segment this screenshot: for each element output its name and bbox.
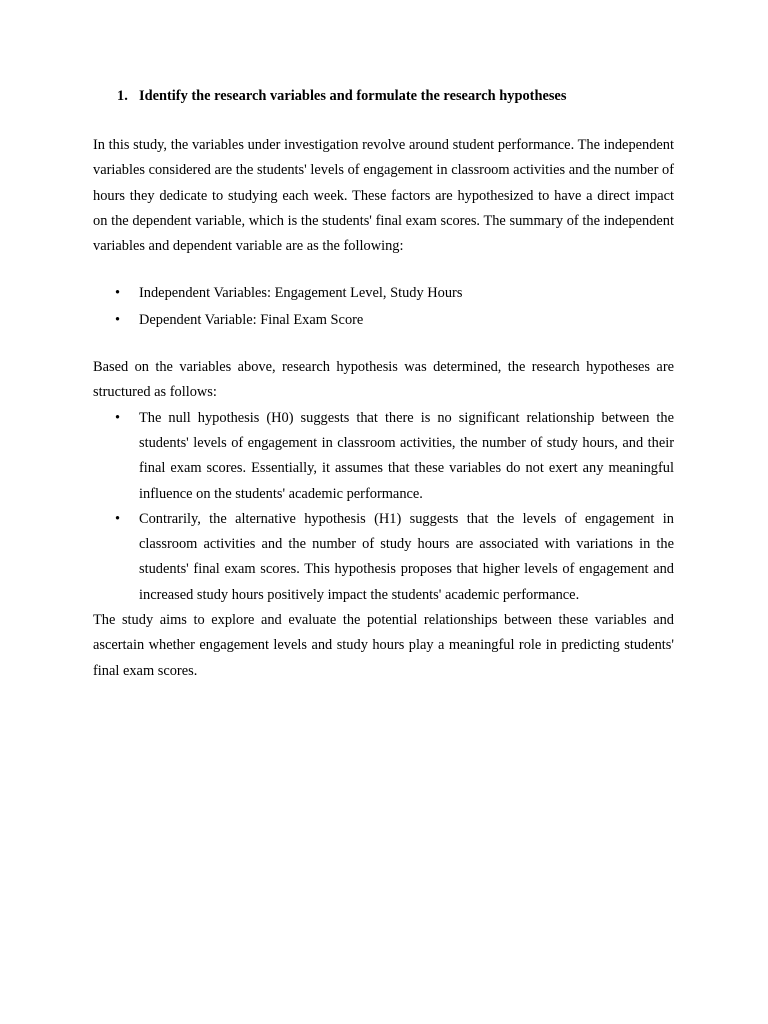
list-item	[93, 281, 674, 306]
hypotheses-list	[93, 406, 674, 608]
bullet-icon: •	[115, 510, 121, 527]
list-item-text: The null hypothesis (H0) suggests that there is no significant relationship between the students' levels of engagement in classroom activities, the number of study hours, and their final exam scores. Essentially, it assumes that these variables do not exert any meaningful influence on the students' academic performance.	[139, 409, 674, 502]
list-item	[93, 406, 674, 507]
list-item-text: Independent Variables: Engagement Level, Study Hours	[139, 285, 463, 302]
variable-list	[93, 281, 674, 333]
section-title: Identify the research variables and formulate the research hypotheses	[139, 88, 567, 104]
list-item-text: Dependent Variable: Final Exam Score	[139, 311, 364, 328]
bullet-icon: •	[115, 409, 121, 426]
section-heading	[117, 84, 674, 109]
bullet-icon: •	[115, 311, 121, 328]
intro-paragraph: In this study, the variables under investigation revolve around student performance. The independent variables considered are the students' levels of engagement in classroom activities and the number of hours they dedicate to studying each week. These factors are hypothesized to have a direct impact on the dependent variable, which is the students' final exam scores. The summary of the independent variables and dependent variable are as the following:	[93, 137, 674, 255]
section-number: 1.	[117, 88, 128, 104]
list-item	[93, 507, 674, 608]
hypotheses-intro-paragraph: Based on the variables above, research hypothesis was determined, the research hypotheses are structured as follows:	[93, 359, 674, 401]
list-item	[93, 308, 674, 333]
closing-paragraph: The study aims to explore and evaluate the potential relationships between these variables and ascertain whether engagement levels and study hours play a meaningful role in predicting students' final exam scores.	[93, 612, 674, 679]
bullet-icon: •	[115, 285, 121, 302]
list-item-text: Contrarily, the alternative hypothesis (H1) suggests that the levels of engagement in classroom activities and the number of study hours are associated with variations in the students' final exam scores. This hypothesis proposes that higher levels of engagement and increased study hours positively impact the students' academic performance.	[139, 510, 674, 603]
document-body	[93, 84, 674, 684]
